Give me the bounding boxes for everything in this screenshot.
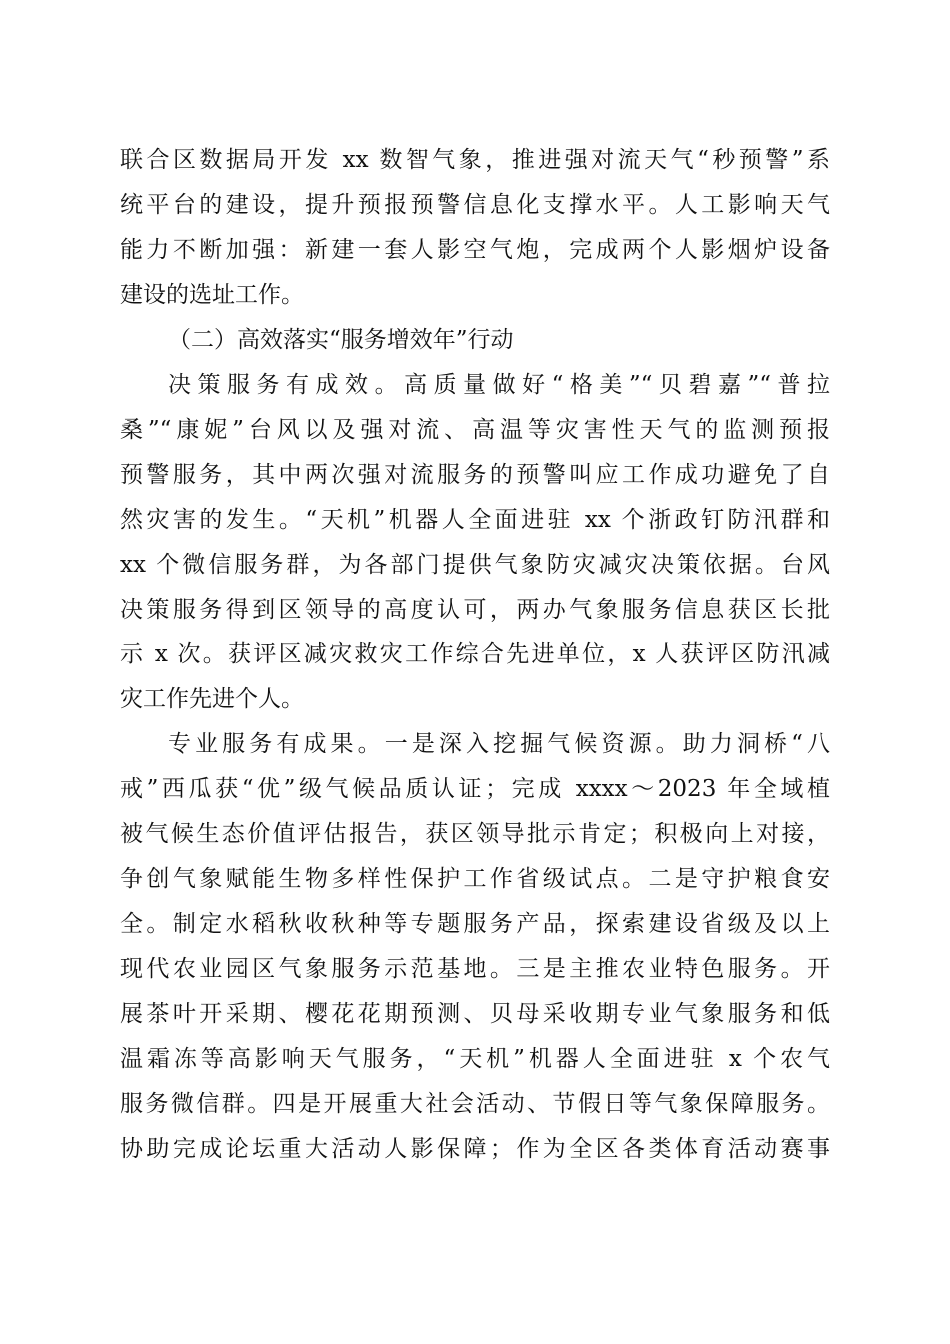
section-heading: （二）高效落实“服务增效年”行动: [168, 326, 514, 353]
paragraph-line: 争创气象赋能生物多样性保护工作省级试点。二是守护粮食安: [120, 866, 830, 893]
paragraph-line: 服务微信群。四是开展重大社会活动、节假日等气象保障服务。: [120, 1090, 830, 1117]
paragraph-line: 温霜冻等高影响天气服务，“天机”机器人全面进驻 x 个农气: [120, 1046, 830, 1072]
paragraph-line: xx 个微信服务群，为各部门提供气象防灾减灾决策依据。台风: [120, 551, 830, 578]
paragraph-line: 专业服务有成果。一是深入挖掘气候资源。助力洞桥“八: [168, 731, 830, 758]
paragraph-line: 建设的选址工作。: [120, 281, 304, 308]
paragraph-line: 示 x 次。获评区减灾救灾工作综合先进单位，x 人获评区防汛减: [120, 641, 830, 668]
paragraph-line: 预警服务，其中两次强对流服务的预警叫应工作成功避免了自: [120, 461, 830, 488]
paragraph-line: 决策服务得到区领导的高度认可，两办气象服务信息获区长批: [120, 596, 830, 623]
paragraph-line: 展茶叶开采期、樱花花期预测、贝母采收期专业气象服务和低: [120, 1001, 830, 1028]
paragraph-line: 现代农业园区气象服务示范基地。三是主推农业特色服务。开: [120, 956, 830, 983]
paragraph-line: 然灾害的发生。“天机”机器人全面进驻 xx 个浙政钉防汛群和: [120, 506, 830, 533]
paragraph-line: 决策服务有成效。高质量做好“格美”“贝碧嘉”“普拉: [168, 371, 830, 398]
paragraph-line: 协助完成论坛重大活动人影保障；作为全区各类体育活动赛事: [120, 1135, 830, 1162]
paragraph-line: 联合区数据局开发 xx 数智气象，推进强对流天气“秒预警”系: [120, 147, 830, 173]
paragraph-line: 被气候生态价值评估报告，获区领导批示肯定；积极向上对接，: [120, 821, 830, 848]
paragraph-line: 能力不断加强：新建一套人影空气炮，完成两个人影烟炉设备: [120, 236, 830, 263]
paragraph-line: 桑”“康妮”台风以及强对流、高温等灾害性天气的监测预报: [120, 416, 830, 443]
paragraph-line: 统平台的建设，提升预报预警信息化支撑水平。人工影响天气: [120, 191, 830, 218]
paragraph-line: 全。制定水稻秋收秋种等专题服务产品，探索建设省级及以上: [120, 911, 830, 938]
paragraph-line: 灾工作先进个人。: [120, 686, 304, 713]
paragraph-line: 戒”西瓜获“优”级气候品质认证；完成 xxxx～2023 年全域植: [120, 776, 830, 803]
